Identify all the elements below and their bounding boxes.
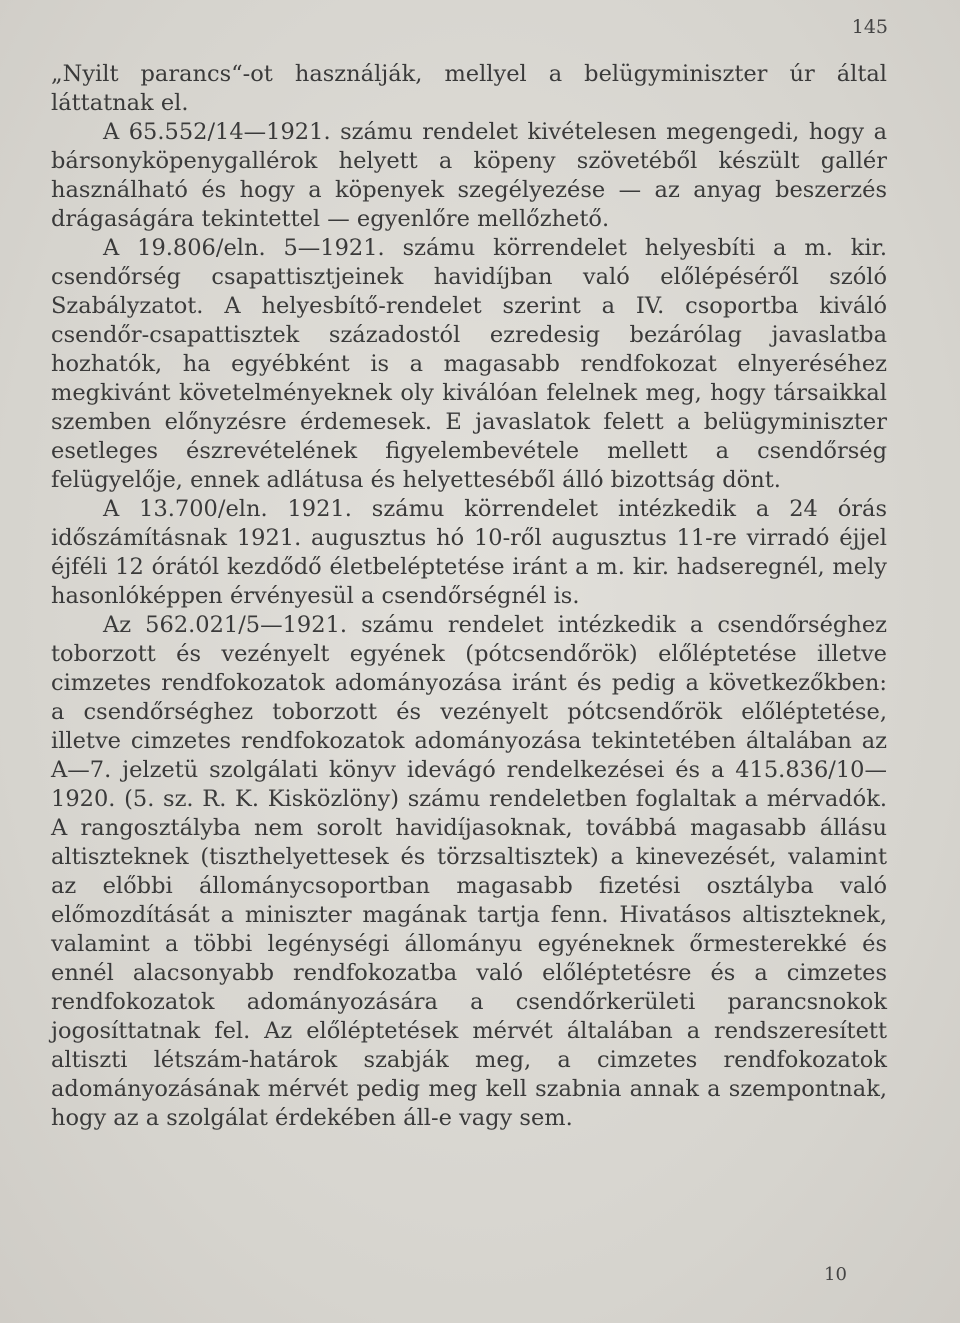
page-number: 145 bbox=[851, 16, 888, 38]
paragraph-4: A 13.700/eln. 1921. számu körrendelet intézkedik a 24 órás időszámításnak 1921. augusztus hó 10-ről augusztus 11-re virradó éjjel éjféli 12 órától kezdődő életbeléptetése iránt a m. kir. hadseregnél, mely hasonlóképpen érvényesül a csendőrségnél is. bbox=[51, 496, 887, 609]
body-text bbox=[51, 60, 887, 1133]
paragraph-2: A 65.552/14—1921. számu rendelet kivételesen megengedi, hogy a bársonyköpenygallérok helyett a köpeny szövetéből készült gallér használható és hogy a köpenyek szegélyezése — az anyag beszerzés drágaságára tekintettel — egyenlőre mellőzhető. bbox=[51, 119, 887, 232]
paragraph-5: Az 562.021/5—1921. számu rendelet intézkedik a csendőrséghez toborzott és vezényelt egyének (pótcsendőrök) előléptetése illetve cimzetes rendfokozatok adományozása iránt és pedig a következőkben: a csendőrséghez toborzott és vezényelt pótcsendőrök előléptetése, illetve cimzetes rendfokozatok adományozása tekintetében általában az A—7. jelzetü szolgálati könyv idevágó rendelkezései és a 415.836/10—1920. (5. sz. R. K. Kisközlöny) számu rendeletben foglaltak a mérvadók. A rangosztályba nem sorolt havidíjasoknak, továbbá magasabb állásu altiszteknek (tiszthelyettesek és törzsaltisztek) a kinevezését, valamint az előbbi állománycsoportban magasabb fizetési osztályba való előmozdítását a miniszter magának tartja fenn. Hivatásos altiszteknek, valamint a többi legénységi állományu egyéneknek őrmesterekké és ennél alacsonyabb rendfokozatba való előléptetésre és a cimzetes rendfokozatok adományozására a csendőrkerületi parancsnokok jogosíttatnak fel. Az előléptetések mérvét általában a rendszeresített altiszti létszám-határok szabják meg, a cimzetes rendfokozatok adományozásának mérvét pedig meg kell szabnia annak a szempontnak, hogy az a szolgálat érdekében áll-e vagy sem. bbox=[51, 612, 887, 1131]
paragraph-3: A 19.806/eln. 5—1921. számu körrendelet helyesbíti a m. kir. csendőrség csapattisztjeinek havidíjban való előlépéséről szóló Szabályzatot. A helyesbítő-rendelet szerint a IV. csoportba kiváló csendőr-csapattisztek századostól ezredesig bezárólag javaslatba hozhatók, ha egyébként is a magasabb rendfokozat elnyeréséhez megkivánt követelményeknek oly kiválóan felelnek meg, hogy társaikkal szemben előnyzésre érdemesek. E javaslatok felett a belügyminiszter esetleges észrevételének figyelembevétele mellett a csendőrség felügyelője, ennek adlátusa és helyetteséből álló bizottság dönt. bbox=[51, 235, 887, 493]
paragraph-1: „Nyilt parancs“-ot használják, mellyel a belügyminiszter úr által láttatnak el. bbox=[51, 61, 887, 116]
printer-signature: 10 bbox=[824, 1264, 847, 1285]
